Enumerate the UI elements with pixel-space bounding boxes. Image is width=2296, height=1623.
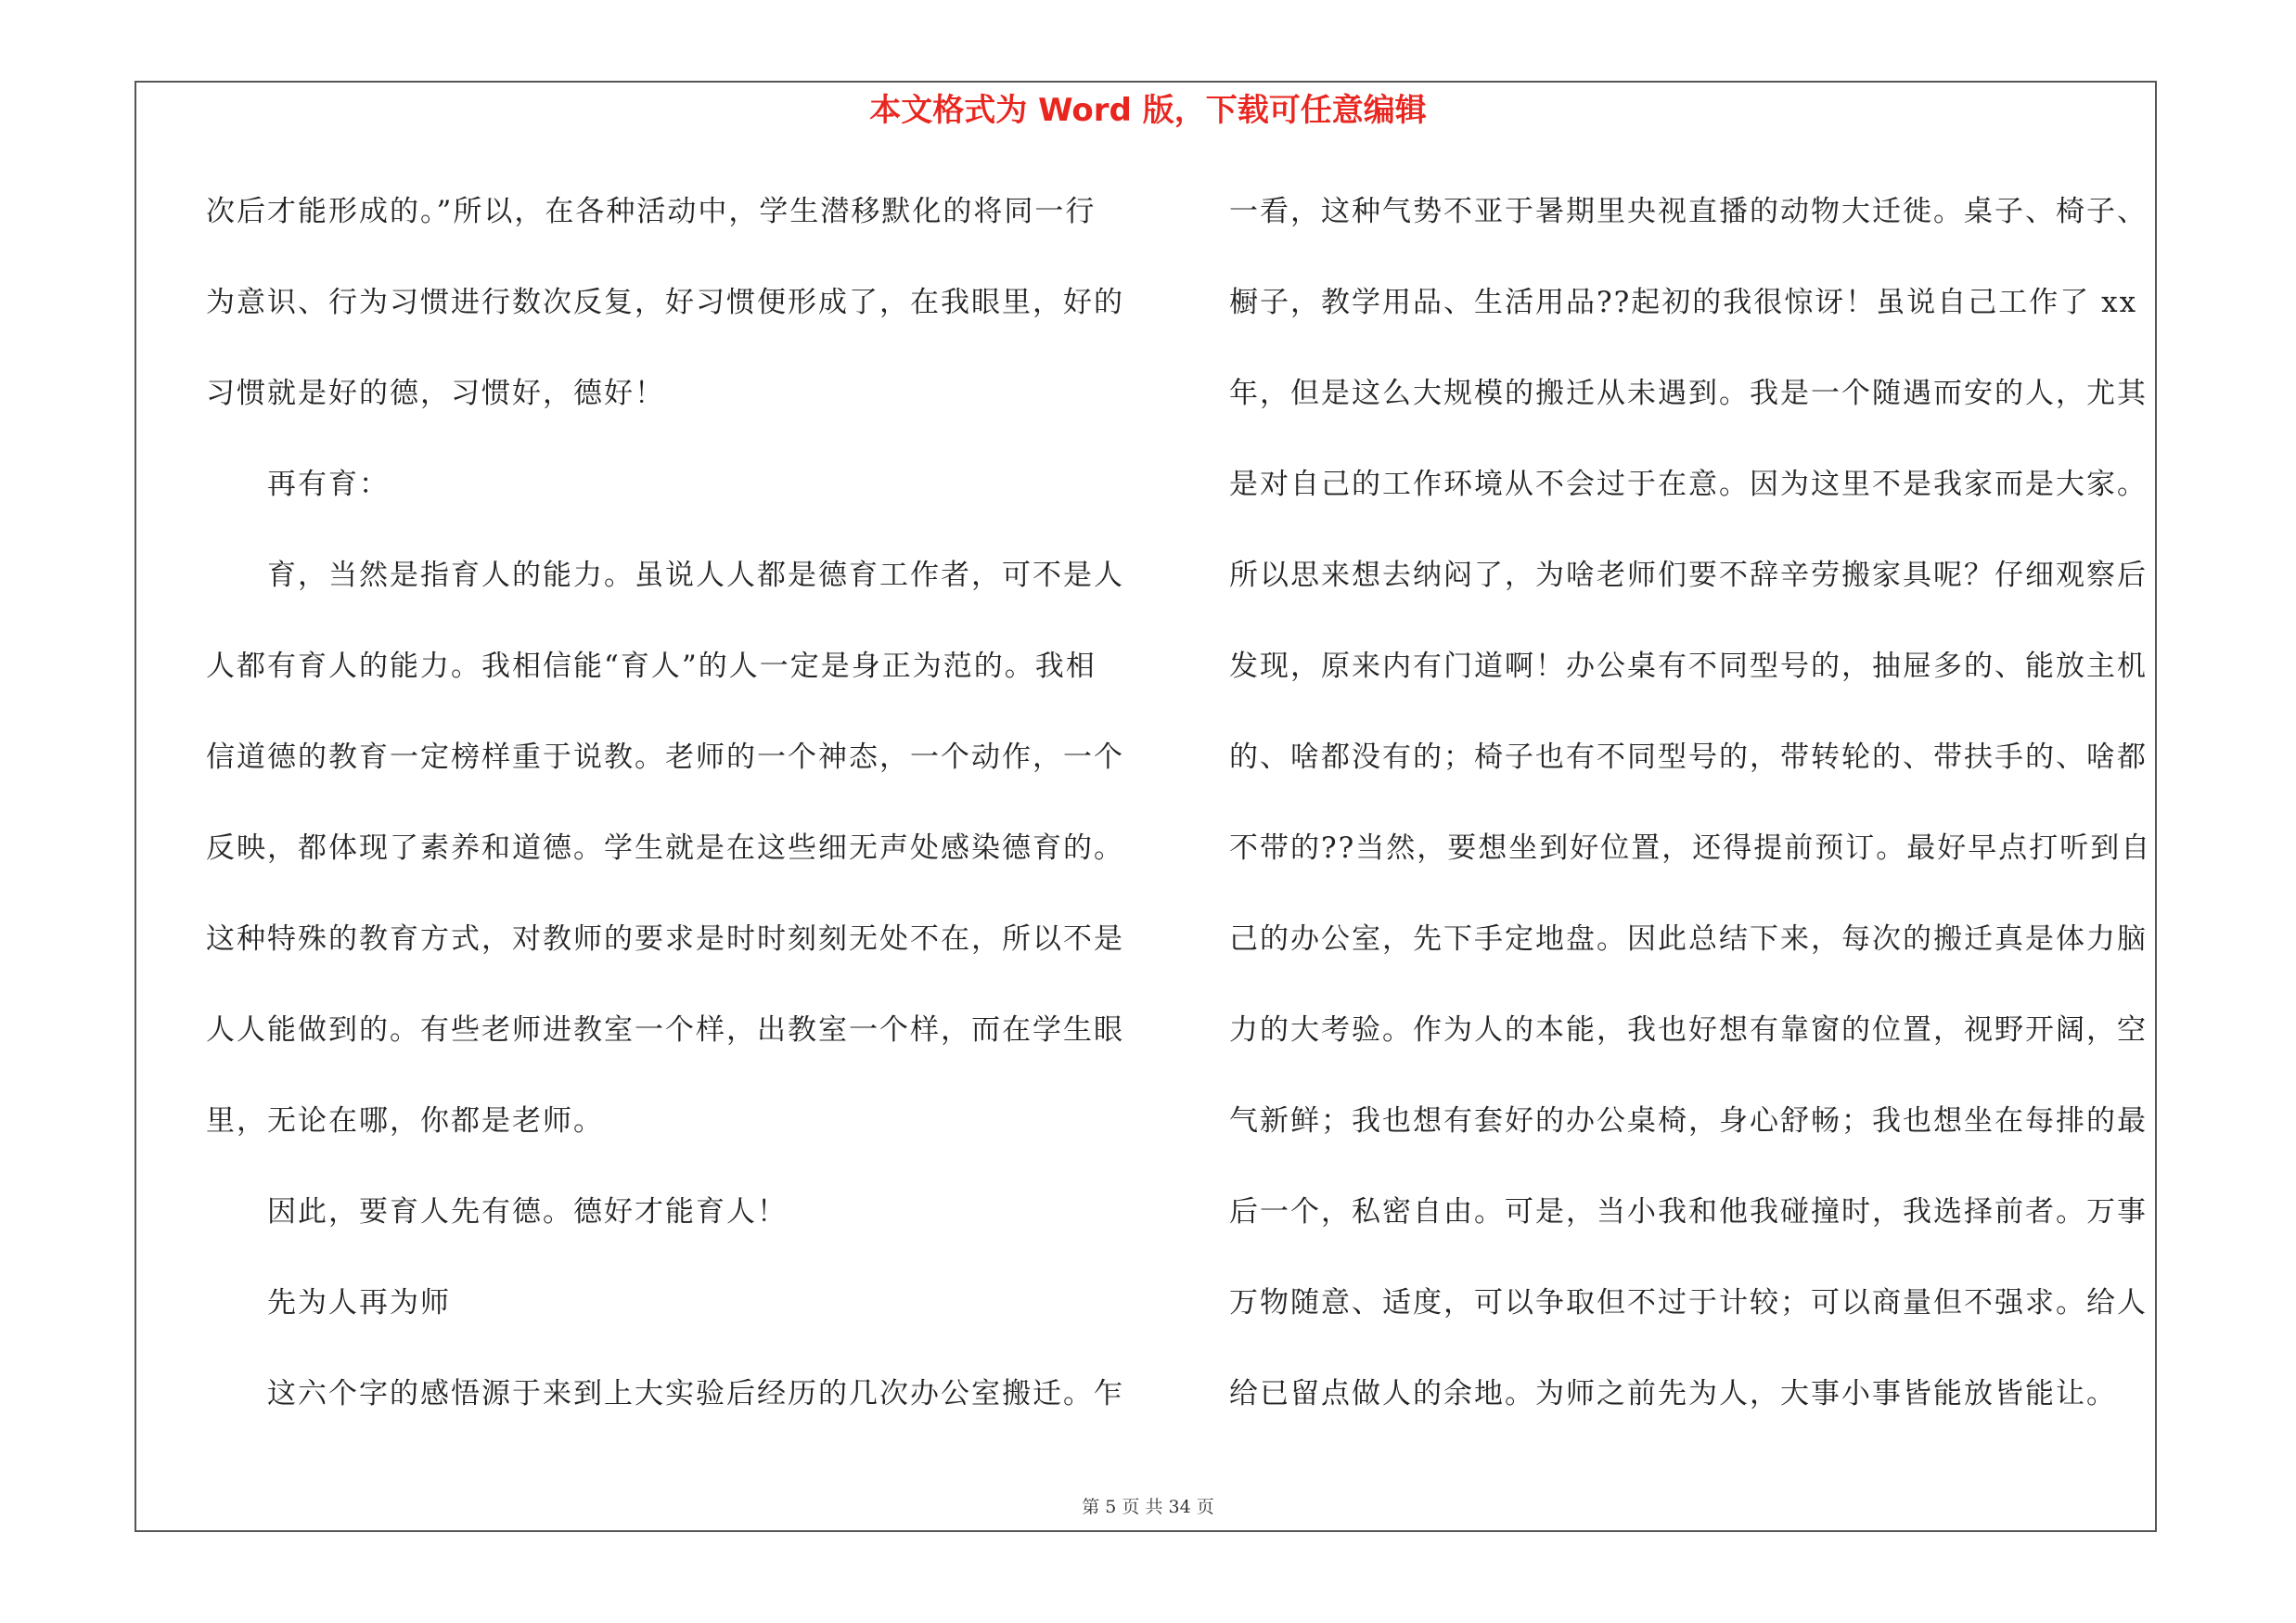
left-column <box>206 178 1134 1451</box>
section-heading: 再有育： <box>267 468 390 501</box>
text-line: 是对自己的工作环境从不会过于在意。因为这里不是我家而是大家。 <box>1229 468 2148 501</box>
text-line: 不带的??当然，要想坐到好位置，还得提前预订。最好早点打听到自 <box>1229 831 2152 865</box>
text-line: 这种特殊的教育方式，对教师的要求是时时刻刻无处不在，所以不是 <box>206 922 1124 956</box>
text-line: 育，当然是指育人的能力。虽说人人都是德育工作者，可不是人 <box>267 559 1124 592</box>
text-line: 人都有育人的能力。我相信能“育人”的人一定是身正为范的。我相 <box>206 650 1097 683</box>
text-line: 后一个，私密自由。可是，当小我和他我碰撞时，我选择前者。万事 <box>1229 1195 2148 1229</box>
text-line: 所以思来想去纳闷了，为啥老师们要不辞辛劳搬家具呢？仔细观察后 <box>1229 559 2148 592</box>
text-line: 人人能做到的。有些老师进教室一个样，出教室一个样，而在学生眼 <box>206 1013 1124 1047</box>
text-line: 气新鲜；我也想有套好的办公桌椅，身心舒畅；我也想坐在每排的最 <box>1229 1104 2148 1138</box>
right-column <box>1229 178 2171 1451</box>
header-banner: 本文格式为 Word 版，下载可任意编辑 <box>869 92 1427 129</box>
text-line: 一看，这种气势不亚于暑期里央视直播的动物大迁徙。桌子、椅子、 <box>1229 195 2148 228</box>
page-number: 第 5 页 共 34 页 <box>1082 1497 1214 1517</box>
text-line: 习惯就是好的德，习惯好，德好！ <box>206 377 665 410</box>
text-line: 这六个字的感悟源于来到上大实验后经历的几次办公室搬迁。乍 <box>267 1377 1124 1410</box>
text-line: 发现，原来内有门道啊！办公桌有不同型号的，抽屉多的、能放主机 <box>1229 650 2148 683</box>
text-line: 年，但是这么大规模的搬迁从未遇到。我是一个随遇而安的人，尤其 <box>1229 377 2148 410</box>
text-line: 力的大考验。作为人的本能，我也好想有靠窗的位置，视野开阔，空 <box>1229 1013 2148 1047</box>
text-line: 因此，要育人先有德。德好才能育人！ <box>267 1195 788 1229</box>
section-heading: 先为人再为师 <box>267 1286 451 1320</box>
text-line: 反映，都体现了素养和道德。学生就是在这些细无声处感染德育的。 <box>206 831 1124 865</box>
text-line: 己的办公室，先下手定地盘。因此总结下来，每次的搬迁真是体力脑 <box>1229 922 2148 956</box>
text-line: 次后才能形成的。”所以，在各种活动中，学生潜移默化的将同一行 <box>206 195 1097 228</box>
text-line: 信道德的教育一定榜样重于说教。老师的一个神态，一个动作，一个 <box>206 741 1124 774</box>
text-line: 里，无论在哪，你都是老师。 <box>206 1104 604 1138</box>
text-line: 给已留点做人的余地。为师之前先为人，大事小事皆能放皆能让。 <box>1229 1377 2117 1410</box>
text-line: 万物随意、适度，可以争取但不过于计较；可以商量但不强求。给人 <box>1229 1286 2148 1320</box>
text-line: 橱子，教学用品、生活用品??起初的我很惊讶！虽说自己工作了 xx <box>1229 286 2138 319</box>
text-line: 的、啥都没有的；椅子也有不同型号的，带转轮的、带扶手的、啥都 <box>1229 741 2148 774</box>
text-line: 为意识、行为习惯进行数次反复，好习惯便形成了，在我眼里，好的 <box>206 286 1124 319</box>
